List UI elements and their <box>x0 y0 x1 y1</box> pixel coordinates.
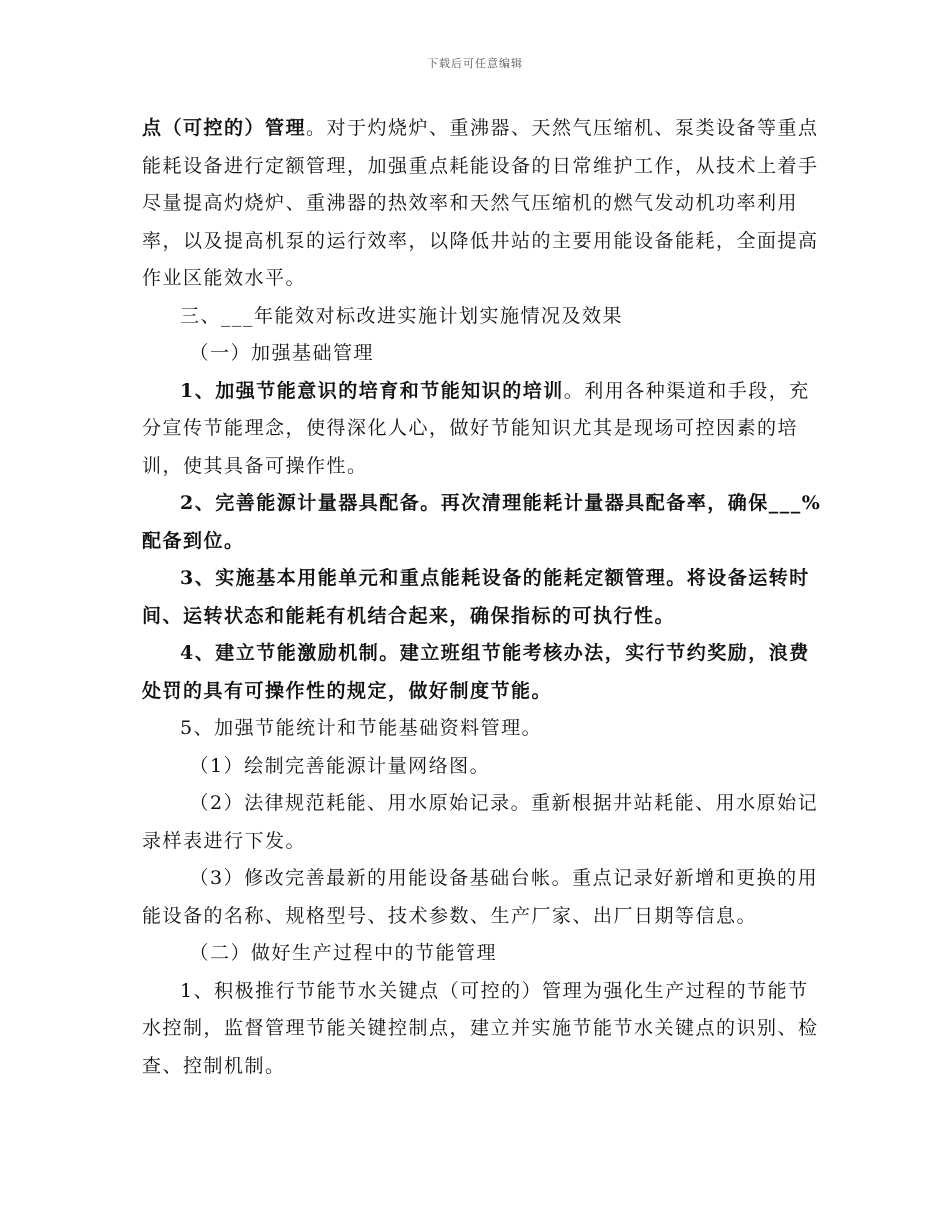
sub-item-1: （1）绘制完善能源计量网络图。 <box>189 754 491 777</box>
list-item-1 <box>142 373 822 486</box>
bold-lead: 3、实施基本用能单元和重点能耗设备的能耗定额管理。将设备运转时间、运转状态和能耗有机结合起来，确保指标的可执行性。 <box>142 567 810 627</box>
sub-item-2: （2）法律规范耗能、用水原始记录。重新根据井站耗能、用水原始记录样表进行下发。 <box>142 792 819 852</box>
bold-lead: 点（可控的）管理 <box>142 117 307 139</box>
list-item-2 <box>142 485 822 560</box>
subsection-heading-2: （二）做好生产过程中的节能管理 <box>189 942 498 964</box>
bold-lead: 2、完善能源计量器具配备。再次清理能耗计量器具配备率，确保___%配备到位。 <box>142 492 822 552</box>
paragraph-text: 。对于灼烧炉、重沸器、天然气压缩机、泵类设备等重点能耗设备进行定额管理，加强重点耗能设备的日常维护工作，从技术上着手尽量提高灼烧炉、重沸器的热效率和天然气压缩机的燃气发动机功率利用率，以及提高机泵的运行效率，以降低井站的主要用能设备能耗，全面提高作业区能效水平。 <box>142 117 819 289</box>
bold-lead: 1、加强节能意识的培育和节能知识的培训 <box>180 379 564 402</box>
list-item-6: 1、积极推行节能节水关键点（可控的）管理为强化生产过程的节能节水控制，监督管理节能关键控制点，建立并实施节能节水关键点的识别、检查、控制机制。 <box>142 979 819 1077</box>
subsection-heading-1: （一）加强基础管理 <box>189 342 375 364</box>
section-heading-3: 三、___年能效对标改进实施计划实施情况及效果 <box>180 304 624 327</box>
sub-item-3: （3）修改完善最新的用能设备基础台帐。重点记录好新增和更换的用能设备的名称、规格型号、技术参数、生产厂家、出厂日期等信息。 <box>142 867 819 927</box>
paragraph-text: 。利用各种渠道和手段，充分宣传节能理念，使得深化人心，做好节能知识尤其是现场可控因素的培训，使其具备可操作性。 <box>142 379 810 477</box>
page-header: 下载后可任意编辑 <box>427 57 523 70</box>
list-item-4 <box>142 635 822 710</box>
paragraph-equipment-management <box>142 110 822 298</box>
bold-lead: 4、建立节能激励机制。建立班组节能考核办法，实行节约奖励，浪费处罚的具有可操作性的规定，做好制度节能。 <box>142 642 810 702</box>
document-body <box>142 110 822 1085</box>
list-item-5: 5、加强节能统计和节能基础资料管理。 <box>180 717 543 739</box>
list-item-3 <box>142 560 822 635</box>
